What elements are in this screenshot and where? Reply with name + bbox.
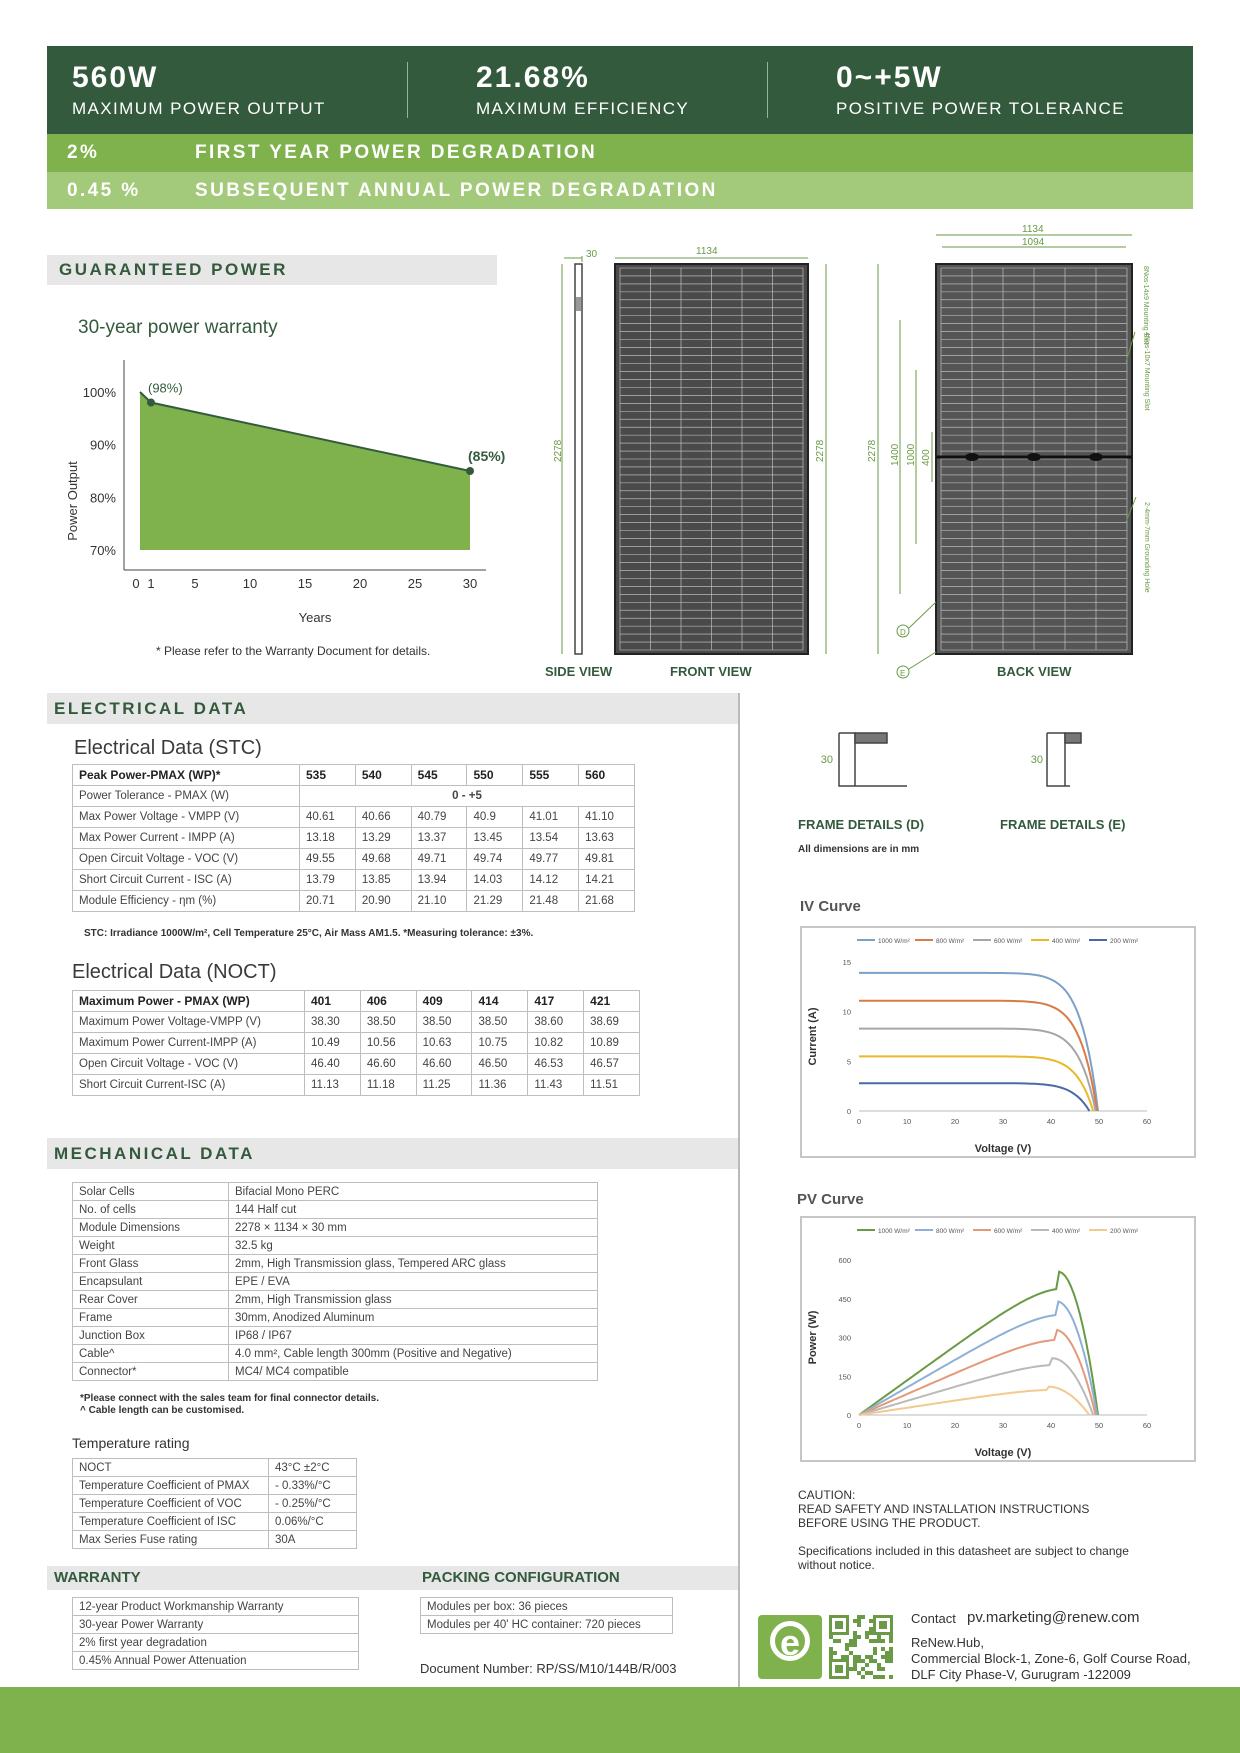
table-cell: 144 Half cut [229, 1201, 598, 1219]
x-tick-label: 10 [902, 1421, 912, 1430]
table-cell: 2% first year degradation [73, 1634, 359, 1652]
table-cell: 11.36 [472, 1075, 528, 1096]
table-cell: Short Circuit Current-ISC (A) [73, 1075, 305, 1096]
table-row [73, 1652, 359, 1670]
table-cell: Open Circuit Voltage - VOC (V) [73, 849, 300, 870]
x-tick-label: 30 [462, 576, 478, 591]
table-row [73, 1531, 357, 1549]
renew-logo: e [758, 1615, 822, 1679]
caution-block: CAUTION: READ SAFETY AND INSTALLATION INSTRUCTIONS BEFORE USING THE PRODUCT. Specifications included in this datasheet are subject to change without notice. [798, 1488, 1129, 1572]
table-cell: 406 [360, 991, 416, 1012]
table-cell: EPE / EVA [229, 1273, 598, 1291]
table-cell: 10.82 [528, 1033, 584, 1054]
warranty-chart-title: 30-year power warranty [78, 317, 278, 338]
x-tick-label: 50 [1094, 1117, 1104, 1126]
table-row [73, 1075, 640, 1096]
table-cell: 49.71 [411, 849, 467, 870]
dimensions-note: All dimensions are in mm [798, 844, 920, 855]
table-cell: Module Efficiency - ηm (%) [73, 891, 300, 912]
y-tick-label: 10 [842, 1007, 851, 1017]
table-cell: 2mm, High Transmission glass, Tempered ARC glass [229, 1255, 598, 1273]
packing-heading: PACKING CONFIGURATION [422, 1569, 620, 1586]
iv-curve-chart [800, 926, 1196, 1158]
table-cell: Temperature Coefficient of VOC [73, 1495, 269, 1513]
table-cell: Module Dimensions [73, 1219, 229, 1237]
warranty-chart [60, 350, 520, 630]
warranty-area [140, 392, 470, 550]
table-cell: 30-year Power Warranty [73, 1616, 359, 1634]
table-cell: IP68 / IP67 [229, 1327, 598, 1345]
pv-curve-series [859, 1358, 1093, 1415]
footer-bar [0, 1687, 1240, 1753]
table-row [73, 1634, 359, 1652]
table-cell: Max Power Current - IMPP (A) [73, 828, 300, 849]
table-cell: Short Circuit Current - ISC (A) [73, 870, 300, 891]
y-axis-label: Current (A) [807, 1007, 819, 1066]
table-cell: 13.37 [411, 828, 467, 849]
frame-d-dim: 30 [820, 754, 833, 766]
x-tick-label: 1 [147, 576, 155, 591]
table-row [73, 1255, 598, 1273]
table-cell: 38.60 [528, 1012, 584, 1033]
table-row [73, 786, 635, 807]
table-row [73, 1477, 357, 1495]
warranty-note: * Please refer to the Warranty Document for details. [156, 644, 431, 658]
iv-curve-title: IV Curve [800, 898, 861, 915]
table-cell: 11.13 [305, 1075, 361, 1096]
table-cell: 13.79 [300, 870, 356, 891]
cable-note: ^ Cable length can be customised. [80, 1405, 245, 1416]
table-cell: No. of cells [73, 1201, 229, 1219]
table-cell: 40.79 [411, 807, 467, 828]
table-cell: 21.29 [467, 891, 523, 912]
warranty-annotation: (85%) [468, 448, 506, 464]
table-cell: 0 - +5 [300, 786, 635, 807]
table-row [73, 1237, 598, 1255]
pv-curve-series [859, 1330, 1096, 1415]
first-year-degradation-band: 2% FIRST YEAR POWER DEGRADATION [47, 134, 1193, 172]
legend-label: 200 W/m² [1110, 1228, 1139, 1235]
guaranteed-power-heading: GUARANTEED POWER [47, 255, 497, 285]
x-tick-label: 20 [950, 1421, 960, 1430]
table-cell: Modules per 40' HC container: 720 pieces [421, 1616, 673, 1634]
table-cell: Open Circuit Voltage - VOC (V) [73, 1054, 305, 1075]
column-divider [738, 693, 740, 1687]
legend-label: 600 W/m² [994, 1228, 1023, 1235]
table-cell: 14.12 [523, 870, 579, 891]
table-row [73, 1012, 640, 1033]
table-cell: - 0.25%/°C [269, 1495, 357, 1513]
x-axis-label: Voltage (V) [974, 1447, 1032, 1459]
legend-label: 400 W/m² [1052, 1228, 1081, 1235]
table-cell: MC4/ MC4 compatible [229, 1363, 598, 1381]
document-number: Document Number: RP/SS/M10/144B/R/003 [420, 1661, 677, 1676]
temperature-rating-title: Temperature rating [72, 1435, 190, 1451]
table-cell: 545 [411, 765, 467, 786]
table-cell: 14.03 [467, 870, 523, 891]
table-cell: 417 [528, 991, 584, 1012]
table-cell: 13.63 [579, 828, 635, 849]
table-cell: 41.10 [579, 807, 635, 828]
table-cell: 401 [305, 991, 361, 1012]
frame-e-dim: 30 [1030, 754, 1043, 766]
table-cell: 2mm, High Transmission glass [229, 1291, 598, 1309]
table-row [73, 1201, 598, 1219]
table-cell: 10.56 [360, 1033, 416, 1054]
table-cell: 49.77 [523, 849, 579, 870]
divider [407, 62, 408, 118]
side-height-dim: 2278 [553, 439, 564, 462]
mounting-slot-label-1: 8Nos-14x9 Mounting Slot [1142, 266, 1149, 345]
y-tick-label: 80% [89, 490, 116, 506]
table-row [73, 828, 635, 849]
table-cell: 13.94 [411, 870, 467, 891]
table-row [73, 1616, 359, 1634]
x-tick-label: 20 [352, 576, 368, 591]
table-cell: 10.49 [305, 1033, 361, 1054]
iv-curve-series [859, 1083, 1089, 1111]
dim-400: 400 [921, 449, 932, 466]
table-cell: 49.81 [579, 849, 635, 870]
table-cell: 32.5 kg [229, 1237, 598, 1255]
table-cell: Bifacial Mono PERC [229, 1183, 598, 1201]
x-tick-label: 0 [132, 576, 140, 591]
table-row [73, 891, 635, 912]
table-row [73, 1513, 357, 1531]
table-cell: 13.45 [467, 828, 523, 849]
temperature-table [72, 1458, 357, 1549]
table-cell: 30mm, Anodized Aluminum [229, 1309, 598, 1327]
table-cell: 21.68 [579, 891, 635, 912]
x-tick-label: 10 [902, 1117, 912, 1126]
table-cell: 0.06%/°C [269, 1513, 357, 1531]
front-view-label: FRONT VIEW [670, 664, 752, 679]
table-cell: 409 [416, 991, 472, 1012]
x-tick-label: 60 [1142, 1117, 1152, 1126]
table-cell: Connector* [73, 1363, 229, 1381]
table-cell: Power Tolerance - PMAX (W) [73, 786, 300, 807]
mounting-slot-label-2: 4Nos-10x7 Mounting Slot [1143, 332, 1150, 411]
table-cell: 13.18 [300, 828, 356, 849]
warranty-packing-band [47, 1566, 738, 1590]
table-cell: 41.01 [523, 807, 579, 828]
legend-label: 200 W/m² [1110, 938, 1139, 945]
table-cell: 43°C ±2°C [269, 1459, 357, 1477]
table-cell: 12-year Product Workmanship Warranty [73, 1598, 359, 1616]
table-cell: 11.51 [584, 1075, 640, 1096]
table-cell: Rear Cover [73, 1291, 229, 1309]
iv-curve-series [859, 973, 1098, 1111]
table-row [73, 849, 635, 870]
side-view-junction [576, 297, 581, 311]
table-cell: 540 [355, 765, 411, 786]
y-tick-label: 0 [846, 1107, 851, 1116]
table-row [73, 1291, 598, 1309]
table-row [73, 1054, 640, 1075]
legend-label: 1000 W/m² [878, 938, 910, 945]
table-row [73, 991, 640, 1012]
pv-curve-title: PV Curve [797, 1191, 864, 1208]
table-cell: Front Glass [73, 1255, 229, 1273]
x-tick-label: 40 [1046, 1117, 1056, 1126]
x-tick-label: 10 [242, 576, 258, 591]
table-cell: 49.55 [300, 849, 356, 870]
table-row [73, 765, 635, 786]
x-tick-label: 0 [856, 1421, 862, 1430]
table-cell: 46.50 [472, 1054, 528, 1075]
side-width-dim: 30 [586, 249, 598, 260]
table-cell: 21.10 [411, 891, 467, 912]
warranty-annotation: (98%) [148, 380, 183, 396]
warranty-point [147, 399, 155, 407]
table-cell: 10.75 [472, 1033, 528, 1054]
warranty-table [72, 1597, 359, 1670]
table-cell: 46.40 [305, 1054, 361, 1075]
table-cell: 38.50 [360, 1012, 416, 1033]
dim-1000: 1000 [906, 443, 917, 466]
table-cell: 46.60 [360, 1054, 416, 1075]
noct-table [72, 990, 640, 1096]
stat-power-tolerance: 0~+5W POSITIVE POWER TOLERANCE [836, 61, 1125, 118]
table-cell: 38.30 [305, 1012, 361, 1033]
dim-1400: 1400 [890, 443, 901, 466]
table-row [421, 1598, 673, 1616]
x-tick-label: 30 [998, 1421, 1008, 1430]
table-cell: 4.0 mm², Cable length 300mm (Positive and Negative) [229, 1345, 598, 1363]
contact-address: ReNew.Hub, Commercial Block-1, Zone-6, Golf Course Road, DLF City Phase-V, Gurugram -122009 [911, 1635, 1191, 1682]
table-cell: 20.90 [355, 891, 411, 912]
table-row [73, 1183, 598, 1201]
legend-label: 800 W/m² [936, 1228, 965, 1235]
table-cell: Weight [73, 1237, 229, 1255]
y-axis-label: Power Output [65, 461, 80, 541]
x-tick-label: 30 [998, 1117, 1008, 1126]
y-tick-label: 600 [838, 1256, 851, 1265]
y-tick-label: 300 [838, 1333, 851, 1343]
table-cell: Temperature Coefficient of ISC [73, 1513, 269, 1531]
x-tick-label: 25 [407, 576, 423, 591]
table-cell: - 0.33%/°C [269, 1477, 357, 1495]
frame-d-label: FRAME DETAILS (D) [798, 817, 925, 832]
table-cell: Modules per box: 36 pieces [421, 1598, 673, 1616]
table-cell: Max Series Fuse rating [73, 1531, 269, 1549]
key-specs-banner [47, 46, 1193, 134]
grounding-hole-label: 2-4mm-7mm Grounding Hole [1143, 502, 1150, 593]
x-tick-label: 20 [950, 1117, 960, 1126]
annual-degradation-band: 0.45 % SUBSEQUENT ANNUAL POWER DEGRADATION [47, 172, 1193, 209]
table-row [73, 1598, 359, 1616]
y-tick-label: 5 [846, 1057, 851, 1067]
table-row [73, 1309, 598, 1327]
table-cell: 40.61 [300, 807, 356, 828]
legend-label: 600 W/m² [994, 938, 1023, 945]
table-cell: 550 [467, 765, 523, 786]
table-cell: Max Power Voltage - VMPP (V) [73, 807, 300, 828]
connector-note: *Please connect with the sales team for final connector details. [80, 1393, 379, 1404]
iv-curve-series [859, 1029, 1096, 1111]
legend-label: 800 W/m² [936, 938, 965, 945]
table-cell: 555 [523, 765, 579, 786]
frame-e-label: FRAME DETAILS (E) [1000, 817, 1126, 832]
legend-label: 1000 W/m² [878, 1228, 910, 1235]
packing-table [420, 1597, 673, 1634]
table-cell: Frame [73, 1309, 229, 1327]
table-row [73, 1459, 357, 1477]
table-cell: Solar Cells [73, 1183, 229, 1201]
table-cell: 40.66 [355, 807, 411, 828]
table-cell: 38.69 [584, 1012, 640, 1033]
mark-d: D [900, 628, 906, 637]
table-cell: 46.60 [416, 1054, 472, 1075]
x-tick-label: 5 [191, 576, 199, 591]
table-cell: 11.25 [416, 1075, 472, 1096]
table-cell: Peak Power-PMAX (WP)* [73, 765, 300, 786]
divider [767, 62, 768, 118]
stc-title: Electrical Data (STC) [74, 737, 262, 759]
table-cell: Encapsulant [73, 1273, 229, 1291]
side-view-outline [575, 264, 582, 654]
table-cell: Cable^ [73, 1345, 229, 1363]
table-cell: 30A [269, 1531, 357, 1549]
table-row [73, 1219, 598, 1237]
contact-label: Contact [911, 1611, 956, 1626]
stat-max-efficiency: 21.68% MAXIMUM EFFICIENCY [476, 61, 690, 118]
mechanical-data-heading: MECHANICAL DATA [47, 1138, 738, 1169]
table-row [421, 1616, 673, 1634]
table-cell: 49.74 [467, 849, 523, 870]
front-height-dim: 2278 [815, 439, 826, 462]
x-tick-label: 60 [1142, 1421, 1152, 1430]
stat-max-power: 560W MAXIMUM POWER OUTPUT [72, 61, 326, 118]
table-row [73, 1273, 598, 1291]
back-view-label: BACK VIEW [997, 664, 1072, 679]
pv-curve-chart [800, 1216, 1196, 1462]
stc-note: STC: Irradiance 1000W/m², Cell Temperature 25°C, Air Mass AM1.5. *Measuring tolerance: ±3%. [84, 928, 534, 939]
table-cell: 421 [584, 991, 640, 1012]
x-axis-label: Years [298, 610, 332, 625]
table-cell: Junction Box [73, 1327, 229, 1345]
y-tick-label: 90% [89, 437, 116, 453]
table-cell: 21.48 [523, 891, 579, 912]
table-cell: 0.45% Annual Power Attenuation [73, 1652, 359, 1670]
noct-title: Electrical Data (NOCT) [72, 961, 277, 983]
table-cell: 13.85 [355, 870, 411, 891]
table-cell: 20.71 [300, 891, 356, 912]
mark-e: E [900, 669, 906, 678]
y-tick-label: 150 [838, 1372, 851, 1382]
warranty-heading: WARRANTY [54, 1569, 141, 1586]
table-cell: 11.43 [528, 1075, 584, 1096]
frame-details-drawings [820, 728, 1125, 788]
qr-code-icon[interactable] [829, 1615, 893, 1679]
y-tick-label: 15 [842, 958, 851, 967]
x-tick-label: 50 [1094, 1421, 1104, 1430]
table-cell: 13.29 [355, 828, 411, 849]
table-cell: 414 [472, 991, 528, 1012]
table-row [73, 1495, 357, 1513]
x-tick-label: 40 [1046, 1421, 1056, 1430]
y-tick-label: 450 [838, 1294, 851, 1304]
table-row [73, 1033, 640, 1054]
module-drawings [540, 222, 1240, 682]
y-tick-label: 100% [82, 385, 116, 400]
side-view-label: SIDE VIEW [545, 664, 613, 679]
table-cell: NOCT [73, 1459, 269, 1477]
table-row [73, 1327, 598, 1345]
table-cell: 11.18 [360, 1075, 416, 1096]
table-row [73, 870, 635, 891]
front-width-dim: 1134 [696, 246, 718, 257]
y-axis-label: Power (W) [807, 1310, 819, 1365]
electrical-data-heading: ELECTRICAL DATA [47, 693, 738, 724]
table-row [73, 1345, 598, 1363]
contact-email[interactable]: pv.marketing@renew.com [967, 1609, 1140, 1626]
table-cell: 14.21 [579, 870, 635, 891]
table-cell: 40.9 [467, 807, 523, 828]
table-cell: 560 [579, 765, 635, 786]
table-cell: Maximum Power Voltage-VMPP (V) [73, 1012, 305, 1033]
table-cell: Maximum Power - PMAX (WP) [73, 991, 305, 1012]
table-cell: 38.50 [472, 1012, 528, 1033]
table-row [73, 807, 635, 828]
table-cell: 10.63 [416, 1033, 472, 1054]
mechanical-table [72, 1182, 598, 1381]
table-cell: 46.53 [528, 1054, 584, 1075]
back-outer-width-dim: 1134 [1022, 224, 1044, 235]
table-cell: 13.54 [523, 828, 579, 849]
table-row [73, 1363, 598, 1381]
y-tick-label: 70% [89, 543, 116, 558]
table-cell: 535 [300, 765, 356, 786]
table-cell: Maximum Power Current-IMPP (A) [73, 1033, 305, 1054]
back-height-dim: 2278 [867, 439, 878, 462]
warranty-point [466, 467, 474, 475]
table-cell: 46.57 [584, 1054, 640, 1075]
table-cell: 49.68 [355, 849, 411, 870]
back-inner-width-dim: 1094 [1022, 237, 1045, 248]
y-tick-label: 0 [846, 1411, 851, 1420]
table-cell: 38.50 [416, 1012, 472, 1033]
table-cell: 10.89 [584, 1033, 640, 1054]
table-cell: 2278 × 1134 × 30 mm [229, 1219, 598, 1237]
table-cell: Temperature Coefficient of PMAX [73, 1477, 269, 1495]
x-tick-label: 0 [856, 1117, 862, 1126]
x-axis-label: Voltage (V) [974, 1143, 1032, 1155]
x-tick-label: 15 [297, 576, 313, 591]
stc-table [72, 764, 635, 912]
legend-label: 400 W/m² [1052, 938, 1081, 945]
